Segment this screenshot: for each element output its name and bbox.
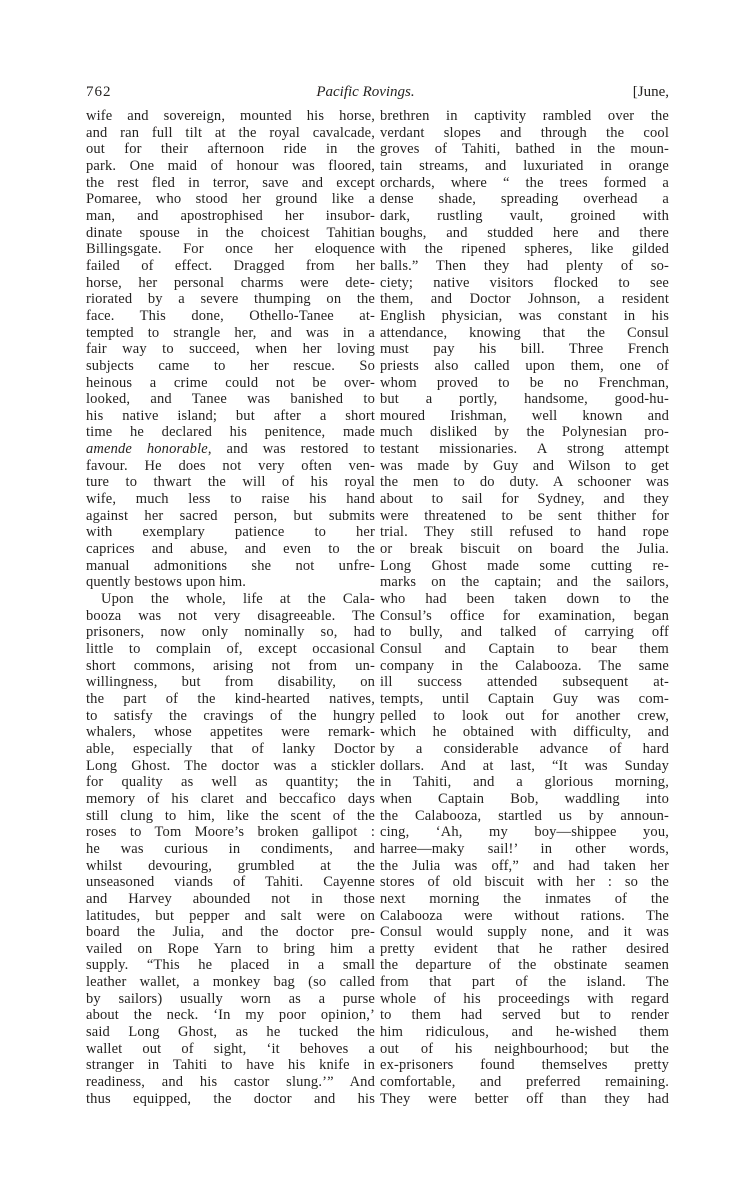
text-line: looked, and Tanee was banished to — [86, 391, 375, 408]
text-line: memory of his claret and beccafico days — [86, 790, 375, 807]
text-line: harree—maky sail!’ in other words, — [380, 840, 669, 857]
text-line: his native island; but after a short — [86, 407, 375, 424]
text-line: whole of his proceedings with regard — [380, 990, 669, 1007]
text-line: riorated by a severe thumping on the — [86, 291, 375, 308]
text-line: must pay his bill. Three French — [380, 341, 669, 358]
text-line: and Harvey abounded not in those — [86, 890, 375, 907]
text-line: favour. He does not very often ven- — [86, 457, 375, 474]
text-line: or break biscuit on board the Julia. — [380, 541, 669, 558]
text-line: Consul’s office for examination, began — [380, 607, 669, 624]
text-line: horse, her personal charms were dete- — [86, 274, 375, 291]
text-line: brethren in captivity rambled over the — [380, 108, 669, 124]
text-line: verdant slopes and through the cool — [380, 124, 669, 141]
text-line: dark, rustling vault, groined with — [380, 207, 669, 224]
text-line: latitudes, but pepper and salt were on — [86, 907, 375, 924]
text-line: them, and Doctor Johnson, a resident — [380, 291, 669, 308]
text-line: stores of old biscuit with her : so the — [380, 874, 669, 891]
text-line: caprices and abuse, and even to the — [86, 541, 375, 558]
text-line: to them had served but to render — [380, 1007, 669, 1024]
text-line: with the ripened spheres, like gilded — [380, 241, 669, 258]
text-line: leather wallet, a monkey bag (so called — [86, 974, 375, 991]
text-line: time he declared his penitence, made — [86, 424, 375, 441]
text-line: Calabooza were without rations. The — [380, 907, 669, 924]
text-line: which he obtained with difficulty, and — [380, 724, 669, 741]
text-line: heinous a crime could not be over- — [86, 374, 375, 391]
text-line: he was curious in condiments, and — [86, 840, 375, 857]
text-line: wife, much less to raise his hand — [86, 491, 375, 508]
text-line: willingness, but from disability, on — [86, 674, 375, 691]
page-number: 762 — [86, 84, 112, 100]
text-line: were threatened to be sent thither for — [380, 507, 669, 524]
text-line: vailed on Rope Yarn to bring him a — [86, 940, 375, 957]
text-line: Long Ghost made some cutting re- — [380, 557, 669, 574]
text-line: marks on the captain; and the sailors, — [380, 574, 669, 591]
text-line: Long Ghost. The doctor was a stickler — [86, 757, 375, 774]
text-line: was made by Guy and Wilson to get — [380, 457, 669, 474]
text-line: attendance, knowing that the Consul — [380, 324, 669, 341]
text-line: the part of the kind-hearted natives, — [86, 690, 375, 707]
text-line: groves of Tahiti, bathed in the moun- — [380, 141, 669, 158]
text-line: wallet out of sight, ‘it behoves a — [86, 1040, 375, 1057]
text-line: trial. They still refused to hand rope — [380, 524, 669, 541]
text-line: tempted to strangle her, and was in a — [86, 324, 375, 341]
text-line: They were better off than they had — [380, 1090, 669, 1107]
text-line: comfortable, and preferred remaining. — [380, 1074, 669, 1091]
text-line: the rest fled in terror, save and except — [86, 174, 375, 191]
text-line: and ran full tilt at the royal cavalcade, — [86, 124, 375, 141]
text-line: failed of effect. Dragged from her — [86, 257, 375, 274]
text-line: board the Julia, and the doctor pre- — [86, 924, 375, 941]
text-line: dense shade, spreading overhead a — [380, 191, 669, 208]
text-line: supply. “This he placed in a small — [86, 957, 375, 974]
text-line: moured Irishman, well known and — [380, 407, 669, 424]
text-line: booza was not very disagreeable. The — [86, 607, 375, 624]
text-line: Upon the whole, life at the Cala- — [101, 591, 375, 608]
text-line: company in the Calabooza. The same — [380, 657, 669, 674]
text-line: pelled to look out for another crew, — [380, 707, 669, 724]
text-line: cing, ‘Ah, my boy—shippee you, — [380, 824, 669, 841]
text-line: orchards, where “ the trees formed a — [380, 174, 669, 191]
text-line: face. This done, Othello-Tanee at- — [86, 307, 375, 324]
text-line: next morning the inmates of the — [380, 890, 669, 907]
text-line: readiness, and his castor slung.’” And — [86, 1074, 375, 1091]
text-line: ex-prisoners found themselves pretty — [380, 1057, 669, 1074]
text-line: the men to do duty. A schooner was — [380, 474, 669, 491]
text-line: with exemplary patience to her — [86, 524, 375, 541]
text-line: dinate spouse in the choicest Tahitian — [86, 224, 375, 241]
text-line: by a considerable advance of hard — [380, 740, 669, 757]
text-line: man, and apostrophised her insubor- — [86, 207, 375, 224]
text-line: roses to Tom Moore’s broken gallipot : — [86, 824, 375, 841]
left-text-column — [86, 108, 375, 1107]
text-line: prisoners, now only nominally so, had — [86, 624, 375, 641]
text-line: ill success attended subsequent at- — [380, 674, 669, 691]
text-line: dollars. And at last, “It was Sunday — [380, 757, 669, 774]
text-line: from that part of the island. The — [380, 974, 669, 991]
right-text-column — [380, 108, 669, 1107]
running-title: Pacific Rovings. — [316, 84, 415, 100]
text-line: fair way to succeed, when her loving — [86, 341, 375, 358]
text-line: whom proved to be no Frenchman, — [380, 374, 669, 391]
text-line: wife and sovereign, mounted his horse, — [86, 108, 375, 124]
text-line: in Tahiti, and a glorious morning, — [380, 774, 669, 791]
text-line: who had been taken down to the — [380, 591, 669, 608]
text-line: for quality as well as quantity; the — [86, 774, 375, 791]
text-line: Billingsgate. For once her eloquence — [86, 241, 375, 258]
text-line: subjects came to her rescue. So — [86, 357, 375, 374]
text-line: short commons, arising not from un- — [86, 657, 375, 674]
issue-date: [June, — [632, 84, 669, 100]
text-line: pretty evident that he rather desired — [380, 940, 669, 957]
text-line: out for their afternoon ride in the — [86, 141, 375, 158]
text-line: boughs, and studded here and there — [380, 224, 669, 241]
text-line: park. One maid of honour was floored, — [86, 157, 375, 174]
text-line: whilst devouring, grumbled at the — [86, 857, 375, 874]
text-line: to satisfy the cravings of the hungry — [86, 707, 375, 724]
text-line: priests also called upon them, one of — [380, 357, 669, 374]
text-line: stranger in Tahiti to have his knife in — [86, 1057, 375, 1074]
text-line: by sailors) usually worn as a purse — [86, 990, 375, 1007]
text-line: the Julia was off,” and had taken her — [380, 857, 669, 874]
text-line: the Calabooza, startled us by announ- — [380, 807, 669, 824]
text-line: out of his neighbourhood; but the — [380, 1040, 669, 1057]
text-line: him ridiculous, and he-wished them — [380, 1024, 669, 1041]
text-line: amende honorable, and was restored to — [86, 441, 375, 458]
text-line: little to complain of, except occasional — [86, 641, 375, 657]
text-line: Consul and Captain to bear them — [380, 641, 669, 657]
text-line: testant missionaries. A strong attempt — [380, 441, 669, 458]
text-line: ciety; native visitors flocked to see — [380, 274, 669, 291]
text-line: balls.” Then they had plenty of so- — [380, 257, 669, 274]
text-line: tain streams, and luxuriated in orange — [380, 157, 669, 174]
text-line: against her sacred person, but submits — [86, 507, 375, 524]
text-line: to bully, and talked of carrying off — [380, 624, 669, 641]
text-line: when Captain Bob, waddling into — [380, 790, 669, 807]
text-line: tempts, until Captain Guy was com- — [380, 690, 669, 707]
text-line: manual admonitions she not unfre- — [86, 557, 375, 574]
text-line: English physician, was constant in his — [380, 307, 669, 324]
text-line: Pomaree, who stood her ground like a — [86, 191, 375, 208]
text-line: whalers, whose appetites were remark- — [86, 724, 375, 741]
text-line: Consul would supply none, and it was — [380, 924, 669, 941]
text-line: ture to thwart the will of his royal — [86, 474, 375, 491]
text-line: said Long Ghost, as he tucked the — [86, 1024, 375, 1041]
text-line: the departure of the obstinate seamen — [380, 957, 669, 974]
text-line: but a portly, handsome, good-hu- — [380, 391, 669, 408]
text-line: about to sail for Sydney, and they — [380, 491, 669, 508]
running-head — [86, 84, 669, 101]
text-line: much disliked by the Polynesian pro- — [380, 424, 669, 441]
text-line: unseasoned viands of Tahiti. Cayenne — [86, 874, 375, 891]
text-line: about the neck. ‘In my poor opinion,’ — [86, 1007, 375, 1024]
text-line: able, especially that of lanky Doctor — [86, 740, 375, 757]
text-line: quently bestows upon him. — [86, 574, 247, 591]
text-line: still clung to him, like the scent of the — [86, 807, 375, 824]
text-line: thus equipped, the doctor and his — [86, 1090, 375, 1107]
